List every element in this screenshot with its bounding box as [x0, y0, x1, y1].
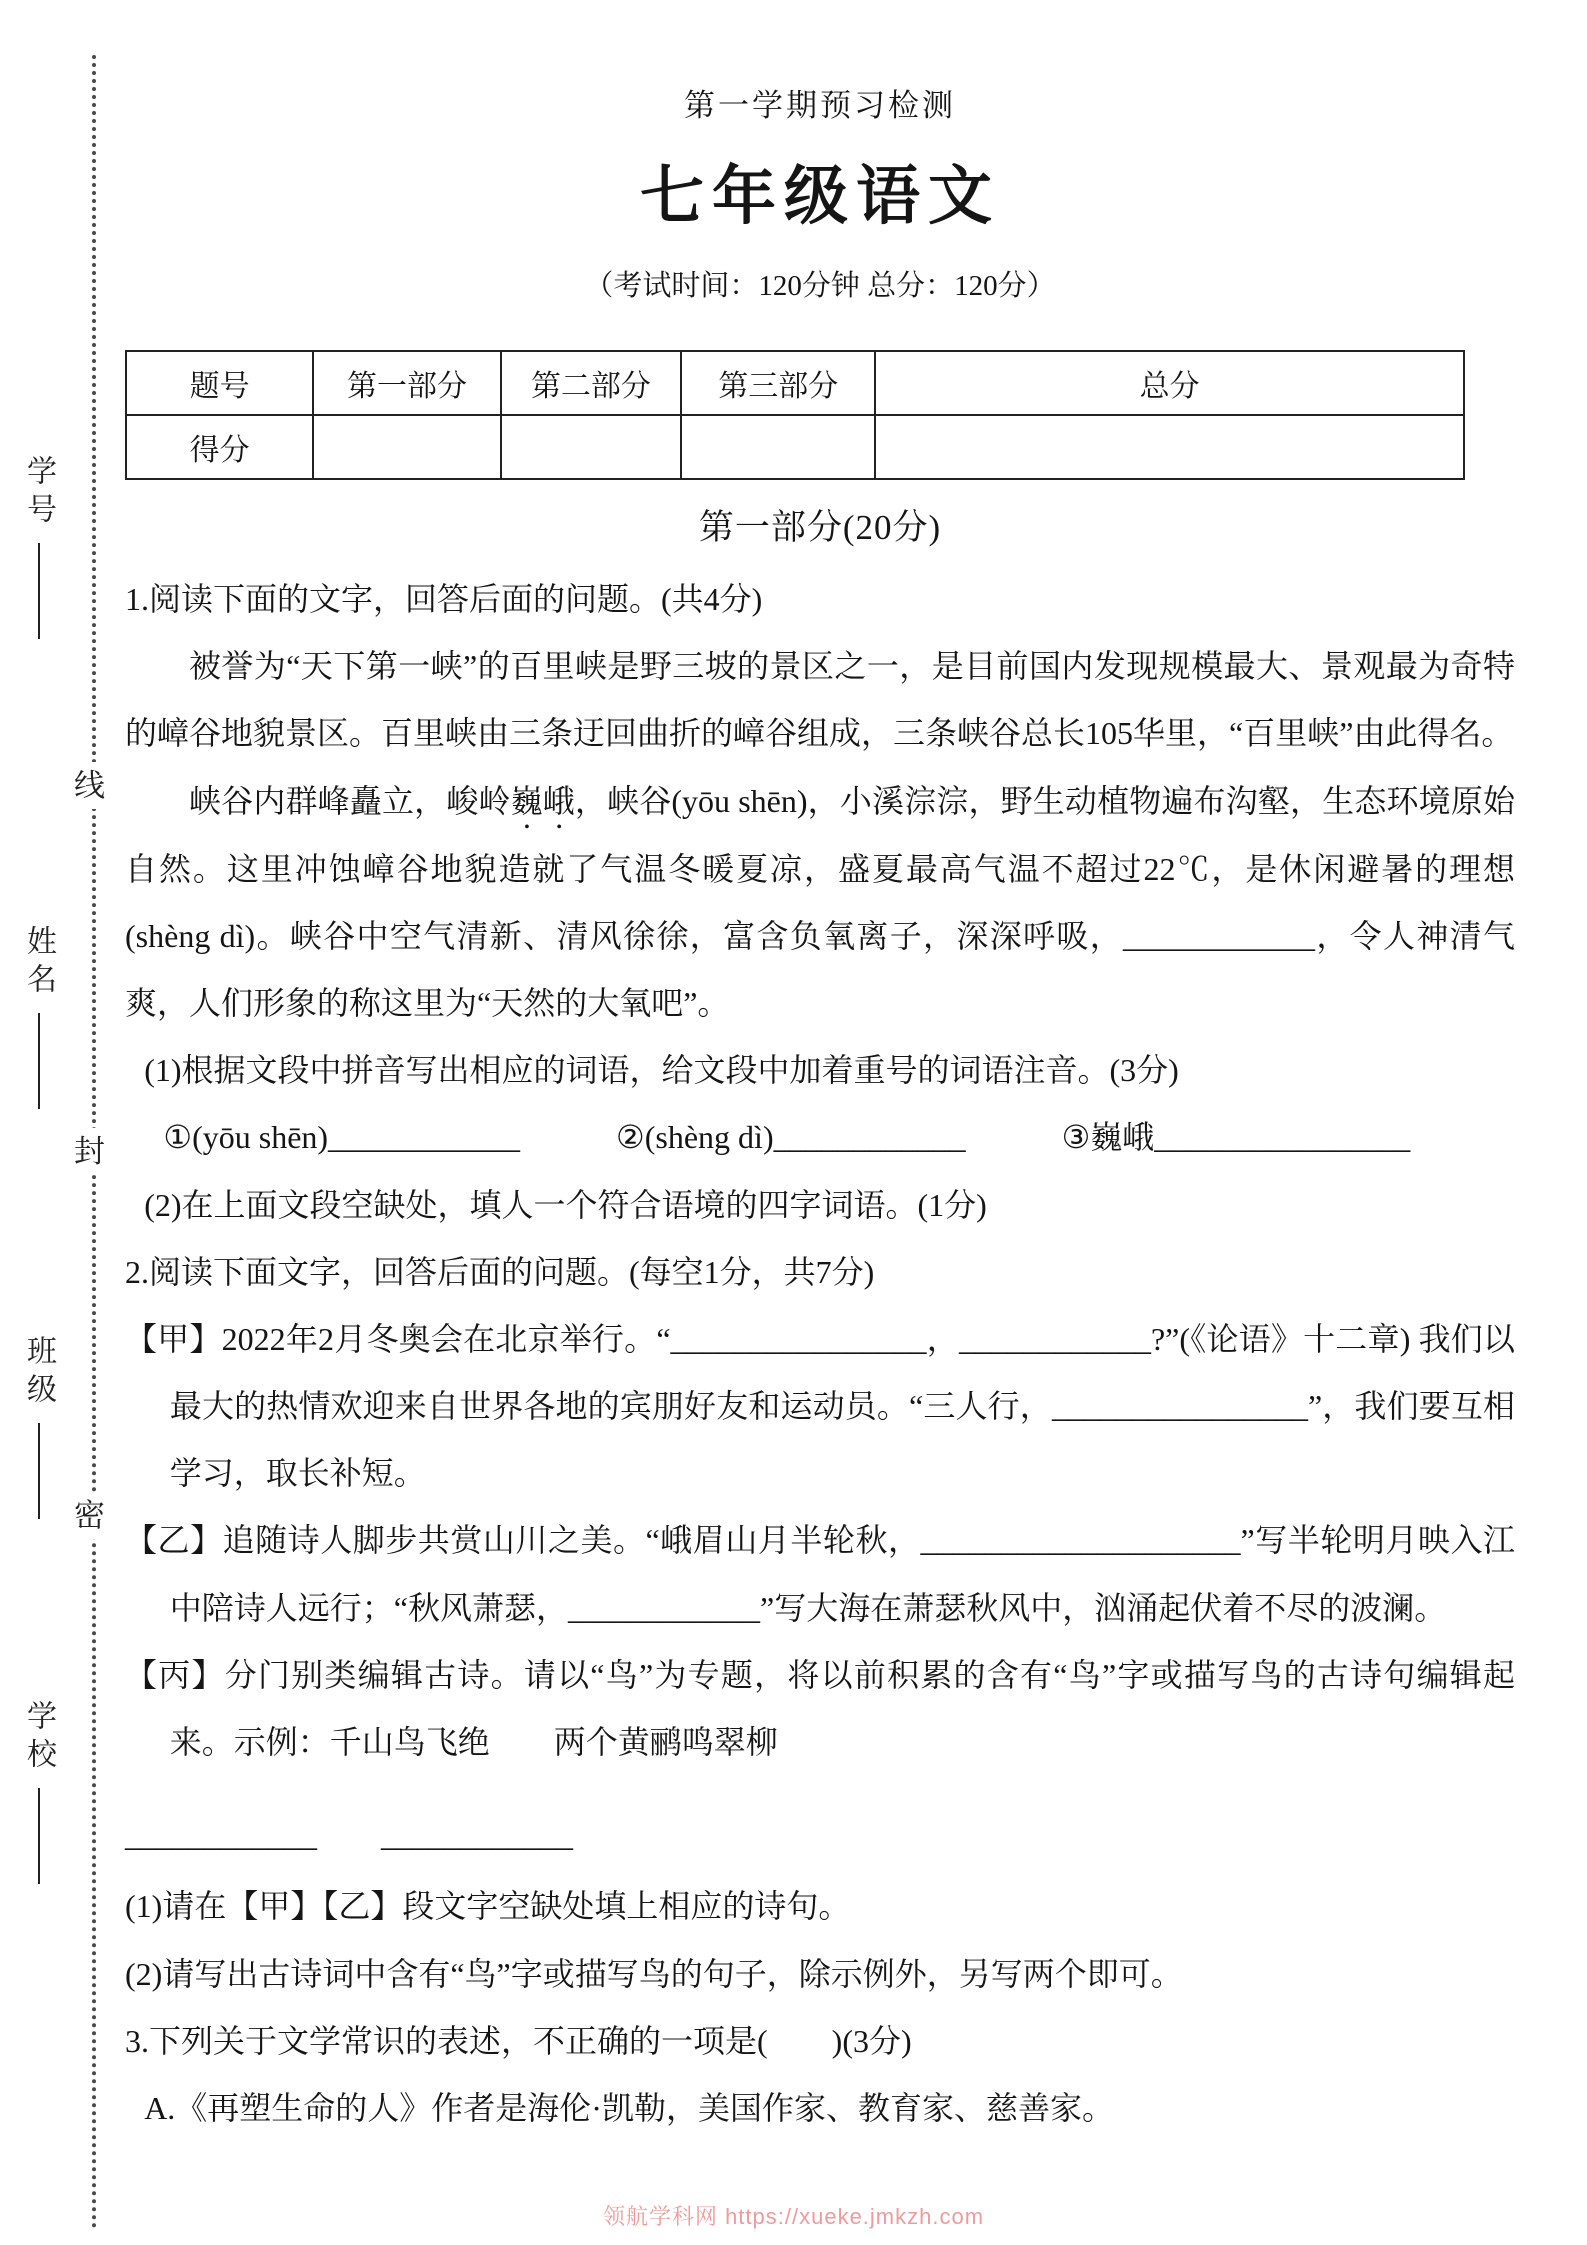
name-blank-line: [38, 1013, 40, 1109]
score-table-header-row: [126, 351, 1464, 415]
q1-paragraph-2: [125, 768, 1515, 1038]
school-label: 学校: [22, 1700, 55, 1776]
q3-stem: 3.下列关于文学常识的表述，不正确的一项是( )(3分): [125, 2022, 912, 2059]
q2-passage-yi: 【乙】追随诗人脚步共赏山川之美。“峨眉山月半轮秋，____________________”写半轮明月映入江中陪诗人远行；“秋风萧瑟，____________”写大海在萧瑟秋风中，汹涌起伏着不尽的波澜。: [125, 1522, 1515, 1626]
seal-char-xian: 线: [72, 762, 107, 809]
seal-char-mi: 密: [72, 1492, 107, 1539]
q1-paragraph-2-after: ，峡谷(yōu shēn)，小溪淙淙，野生动植物遍布沟壑，生态环境原始自然。这里冲蚀嶂谷地貌造就了气温冬暖夏凉，盛夏最高气温不超过22℃，是休闲避暑的理想(shèng dì)。峡谷中空气清新、清风徐徐，富含负氧离子，深深呼吸，____________，令人神清气爽，人们形象的称这里为“天然的大氧吧”。: [125, 782, 1515, 1021]
q1-sub-question-1: (1)根据文段中拼音写出相应的词语，给文段中加着重号的词语注音。(3分): [144, 1052, 1179, 1089]
score-cell-total: [875, 415, 1464, 479]
class-blank-line: [38, 1423, 40, 1519]
name-field: [22, 925, 55, 1109]
score-table-score-row: [126, 415, 1464, 479]
school-blank-line: [38, 1788, 40, 1884]
name-label: 姓名: [22, 925, 55, 1001]
score-table-header-part2: 第二部分: [501, 351, 682, 415]
class-label: 班级: [22, 1335, 55, 1411]
watermark-footer: 领航学科网 https://xueke.jmkzh.com: [602, 2204, 985, 2229]
student-id-label: 学号: [22, 455, 55, 531]
student-id-blank-line: [38, 543, 40, 639]
exam-info: （考试时间：120分钟 总分：120分）: [584, 270, 1056, 302]
score-table-header-question: 题号: [126, 351, 313, 415]
q1-emphasized-word: 巍峨: [510, 782, 575, 819]
content-area: [125, 0, 1515, 2142]
score-cell-part2: [501, 415, 682, 479]
q1-sub-question-2: (2)在上面文段空缺处，填人一个符合语境的四字词语。(1分): [144, 1186, 987, 1223]
q1-stem: 1.阅读下面的文字，回答后面的问题。(共4分): [125, 581, 763, 617]
score-table-header-part1: 第一部分: [313, 351, 500, 415]
seal-char-feng: 封: [72, 1128, 107, 1175]
student-id-field: [22, 455, 55, 639]
q2-sub-question-2: (2)请写出古诗词中含有“鸟”字或描写鸟的句子，除示例外，另写两个即可。: [125, 1955, 1183, 1992]
score-table: [125, 350, 1465, 480]
q1-pinyin-blanks: ①(yōu shēn)____________ ②(shèng dì)____________ ③巍峨________________: [163, 1119, 1411, 1156]
score-table-header-total: 总分: [875, 351, 1464, 415]
part1-heading: 第一部分(20分): [698, 508, 942, 547]
q2-sub-question-1: (1)请在【甲】【乙】段文字空缺处填上相应的诗句。: [125, 1888, 851, 1925]
page-title: 七年级语文: [640, 160, 1000, 232]
score-table-header-part3: 第三部分: [681, 351, 875, 415]
class-field: [22, 1335, 55, 1519]
q2-stem: 2.阅读下面文字，回答后面的问题。(每空1分，共7分): [125, 1253, 875, 1290]
q2-passage-jia: 【甲】2022年2月冬奥会在北京举行。“________________，____________?”(《论语》十二章) 我们以最大的热情欢迎来自世界各地的宾朋好友和运动员。“三人行，________________”，我们要互相学习，取长补短。: [125, 1320, 1515, 1492]
score-cell-part1: [313, 415, 500, 479]
q1-paragraph-2-before: 峡谷内群峰矗立，峻岭: [189, 782, 511, 819]
q1-paragraph-1: 被誉为“天下第一峡”的百里峡是野三坡的景区之一，是目前国内发现规模最大、景观最为奇特的嶂谷地貌景区。百里峡由三条迂回曲折的嶂谷组成，三条峡谷总长105华里，“百里峡”由此得名。: [125, 648, 1515, 752]
score-row-label: 得分: [126, 415, 313, 479]
score-cell-part3: [681, 415, 875, 479]
q2-passage-bing: 【丙】分门别类编辑古诗。请以“鸟”为专题，将以前积累的含有“鸟”字或描写鸟的古诗句编辑起来。示例：千山鸟飞绝 两个黄鹂鸣翠柳: [125, 1656, 1515, 1760]
q3-option-a: A.《再塑生命的人》作者是海伦·凯勒，美国作家、教育家、慈善家。: [144, 2089, 1114, 2126]
q2-answer-blanks: ____________ ____________: [125, 1817, 574, 1854]
exam-subtitle: 第一学期预习检测: [684, 88, 956, 123]
school-field: [22, 1700, 55, 1884]
